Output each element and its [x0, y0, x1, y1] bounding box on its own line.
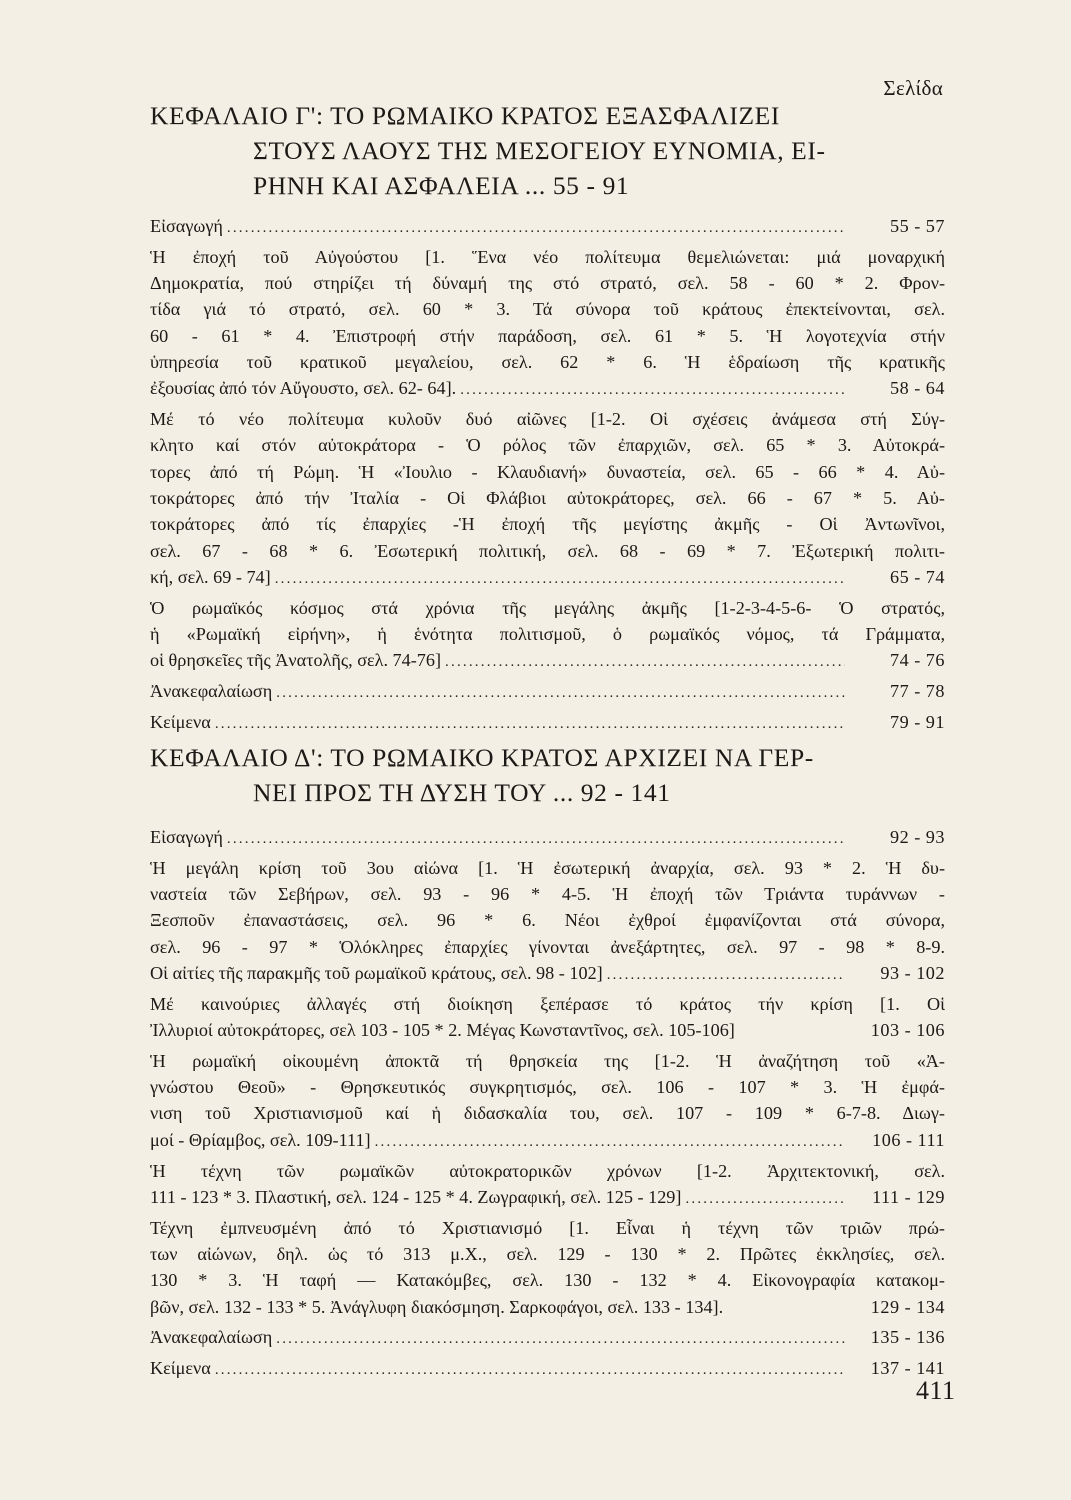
chapter-4-contents — [150, 824, 945, 1383]
toc-entry-text-line: Εἰσαγωγή — [150, 827, 223, 847]
dot-leader — [375, 1129, 845, 1155]
toc-entry-text-line: κλητο καί στόν αὐτοκράτορα - Ὁ ρόλος τῶν ἐπαρχιῶν, σελ. 65 * 3. Αὐτοκρά- — [150, 435, 945, 456]
dot-leader — [227, 215, 845, 241]
toc-entry-text-line: ἐξουσίας ἀπό τόν Αὔγουστο, σελ. 62- 64]. — [150, 378, 457, 399]
toc-page-range: 106 - 111 — [872, 1129, 945, 1150]
toc-entry-text-line: σελ. 67 - 68 * 6. Ἐσωτερική πολιτική, σελ. 68 - 69 * 7. Ἐξωτερική πολιτι- — [150, 540, 945, 561]
toc-entry-text-line: Ὁ ρωμαϊκός κόσμος στά χρόνια τῆς μεγάλης ἀκμῆς [1-2-3-4-5-6- Ὁ στρατός, — [150, 597, 945, 618]
toc-entry-text-line: Ἰλλυριοί αὐτοκράτορες, σελ 103 - 105 * 2. Μέγας Κωνσταντῖνος, σελ. 105-106] — [150, 1020, 735, 1041]
chapter-heading-line: ΚΕΦΑΛΑΙΟ Γ': ΤΟ ΡΩΜΑΙΚΟ ΚΡΑΤΟΣ ΕΞΑΣΦΑΛΙΖΕΙ — [150, 101, 780, 130]
toc-entry-last-line — [150, 1324, 945, 1352]
dot-leader — [276, 1326, 845, 1352]
toc-entry-last-line — [150, 1294, 945, 1322]
toc-entry-text-line: σελ. 96 - 97 * Ὁλόκληρες ἐπαρχίες γίνονται ἀνεξάρτητες, σελ. 97 - 98 * 8-9. — [150, 936, 945, 957]
toc-entry-text-line: κή, σελ. 69 - 74] — [150, 566, 271, 587]
toc-entry-text-line: τοκράτορες ἀπό τήν Ἰταλία - Οἱ Φλάβιοι αὐτοκράτορες, σελ. 66 - 67 * 5. Αὐ- — [150, 487, 945, 508]
toc-entry-text-line: των αἰώνων, δηλ. ὡς τό 313 μ.Χ., σελ. 129 - 130 * 2. Πρῶτες ἐκκλησίες, σελ. — [150, 1243, 945, 1264]
toc-entry — [150, 991, 945, 1046]
toc-entry — [150, 1048, 945, 1155]
toc-entry-text-line: Μέ καινούριες ἀλλαγές στή διοίκηση ξεπέρασε τό κράτος τήν κρίση [1. Οἱ — [150, 993, 945, 1014]
toc-entry-text-line: Τέχνη ἐμπνευσμένη ἀπό τό Χριστιανισμό [1. Εἶναι ἡ τέχνη τῶν τριῶν πρώ- — [150, 1217, 945, 1238]
chapter-4-heading — [150, 740, 950, 810]
toc-entry — [150, 824, 945, 852]
toc-entry-last-line — [150, 960, 945, 988]
toc-entry — [150, 406, 945, 592]
dot-leader — [685, 1186, 845, 1212]
toc-entry-text-line: Ἡ ἐποχή τοῦ Αὐγούστου [1. Ἕνα νέο πολίτευμα θεμελιώνεται: μιά μοναρχική — [150, 246, 945, 267]
toc-page-range: 93 - 102 — [880, 962, 945, 983]
toc-entry-last-line — [150, 564, 945, 592]
dot-leader — [227, 826, 845, 852]
toc-entry — [150, 1215, 945, 1322]
chapter-heading-line: ΣΤΟΥΣ ΛΑΟΥΣ ΤΗΣ ΜΕΣΟΓΕΙΟΥ ΕΥΝΟΜΙΑ, ΕΙ- — [253, 136, 826, 165]
toc-entry-text-line: Ἡ ρωμαϊκή οἰκουμένη ἀποκτᾶ τή θρησκεία της [1-2. Ἡ ἀναζήτηση τοῦ «Ἀ- — [150, 1050, 945, 1071]
dot-leader — [460, 377, 845, 403]
toc-entry-text-line: Μέ τό νέο πολίτευμα κυλοῦν δυό αἰῶνες [1-2. Οἱ σχέσεις ἀνάμεσα στή Σύγ- — [150, 409, 945, 430]
dot-leader — [276, 680, 845, 706]
toc-entry-text-line: Κείμενα — [150, 711, 211, 732]
toc-entry-last-line — [150, 213, 945, 241]
toc-entry — [150, 213, 945, 241]
toc-entry — [150, 244, 945, 404]
toc-entry-last-line — [150, 1355, 945, 1383]
toc-page-range: 135 - 136 — [870, 1327, 945, 1348]
toc-entry-text-line: Οἱ αἰτίες τῆς παρακμῆς τοῦ ρωμαϊκοῦ κράτους, σελ. 98 - 102] — [150, 962, 603, 983]
toc-entry-last-line — [150, 1184, 945, 1212]
toc-page-range: 58 - 64 — [889, 378, 945, 399]
toc-entry-text-line: τοκράτορες ἀπό τίς ἐπαρχίες -Ἡ ἐποχή τῆς μεγίστης ἀκμῆς - Οἱ Ἀντωνῖνοι, — [150, 514, 945, 535]
toc-entry — [150, 855, 945, 988]
toc-entry-text-line: Εἰσαγωγή — [150, 216, 223, 236]
page-column-label: Σελίδα — [883, 76, 943, 100]
toc-entry-text-line: Ἡ τέχνη τῶν ρωμαϊκῶν αὐτοκρατορικῶν χρόνων [1-2. Ἀρχιτεκτονική, σελ. — [150, 1160, 945, 1181]
toc-entry — [150, 595, 945, 676]
toc-entry-text-line: Ἀνακεφαλαίωση — [150, 1327, 273, 1348]
toc-entry-text-line: ναστεία τῶν Σεβήρων, σελ. 93 - 96 * 4-5. Ἡ ἐποχή τῶν Τριάντα τυράννων - — [150, 884, 945, 905]
toc-entry-text-line: τορες ἀπό τή Ρώμη. Ἡ «Ἰουλιο - Κλαυδιανή» δυναστεία, σελ. 65 - 66 * 4. Αὐ- — [150, 461, 945, 482]
toc-page-range: 74 - 76 — [889, 650, 945, 671]
toc-page-range: 79 - 91 — [889, 711, 945, 732]
toc-entry-text-line: ἡ «Ρωμαϊκή εἰρήνη», ἡ ἑνότητα πολιτισμοῦ, ὁ ρωμαϊκός νόμος, τά Γράμματα, — [150, 623, 945, 644]
toc-entry-last-line — [150, 647, 945, 675]
chapter-heading-line: ΚΕΦΑΛΑΙΟ Δ': ΤΟ ΡΩΜΑΙΚΟ ΚΡΑΤΟΣ ΑΡΧΙΖΕΙ ΝΑ ΓΕΡ- — [150, 743, 814, 772]
dot-leader — [275, 566, 845, 592]
toc-page-range: 55 - 57 — [889, 216, 945, 236]
toc-entry-text-line: 130 * 3. Ἡ ταφή — Κατακόμβες, σελ. 130 - 132 * 4. Εἰκονογραφία κατακομ- — [150, 1270, 945, 1291]
toc-entry-text-line: νιση τοῦ Χριστιανισμοῦ καί ἡ διδασκαλία του, σελ. 107 - 109 * 6-7-8. Διωγ- — [150, 1103, 945, 1124]
toc-entry-text-line: τίδα γιά τό στρατό, σελ. 60 * 3. Τά σύνορα τοῦ κράτους ἐπεκτείνονται, σελ. — [150, 299, 945, 320]
page-number: 411 — [916, 1376, 956, 1405]
toc-entry-last-line — [150, 678, 945, 706]
toc-entry-text-line: 60 - 61 * 4. Ἐπιστροφή στήν παράδοση, σελ. 61 * 5. Ἡ λογοτεχνία στήν — [150, 325, 945, 346]
toc-page-range: 65 - 74 — [889, 566, 945, 587]
toc-entry-text-line: Ἡ μεγάλη κρίση τοῦ 3ου αἰώνα [1. Ἡ ἐσωτερική ἀναρχία, σελ. 93 * 2. Ἡ δυ- — [150, 857, 945, 878]
toc-entry-text-line: οἱ θρησκεῖες τῆς Ἀνατολῆς, σελ. 74-76] — [150, 650, 442, 671]
chapter-3-heading — [150, 98, 950, 203]
toc-entry-text-line: Ἀνακεφαλαίωση — [150, 681, 273, 702]
toc-entry-last-line — [150, 1017, 945, 1045]
toc-entry-text-line: Κείμενα — [150, 1358, 211, 1379]
toc-entry-text-line: Δημοκρατία, πού στηρίζει τή δύναμή της στό στρατό, σελ. 58 - 60 * 2. Φρον- — [150, 273, 945, 294]
dot-leader — [607, 962, 845, 988]
toc-entry-text-line: ὑπηρεσία τοῦ κρατικοῦ μεγαλείου, σελ. 62 * 6. Ἡ ἑδραίωση τῆς κρατικῆς — [150, 351, 945, 372]
toc-entry — [150, 709, 945, 737]
chapter-heading-line: ΝΕΙ ΠΡΟΣ ΤΗ ΔΥΣΗ ΤΟΥ ... 92 - 141 — [253, 778, 671, 807]
toc-page-range: 129 - 134 — [870, 1296, 945, 1317]
chapter-3-contents — [150, 213, 945, 737]
toc-entry-text-line: Ξεσποῦν ἐπαναστάσεις, σελ. 96 * 6. Νέοι ἐχθροί ἐμφανίζονται στά σύνορα, — [150, 910, 945, 931]
toc-entry-last-line — [150, 824, 945, 852]
toc-entry-text-line: μοί - Θρίαμβος, σελ. 109-111] — [150, 1129, 371, 1150]
toc-page-range: 111 - 129 — [872, 1186, 945, 1207]
toc-entry-last-line — [150, 375, 945, 403]
toc-entry-text-line: γνώστου Θεοῦ» - Θρησκευτικός συγκρητισμός, σελ. 106 - 107 * 3. Ἡ ἐμφά- — [150, 1077, 945, 1098]
toc-entry — [150, 1158, 945, 1213]
toc-entry — [150, 678, 945, 706]
chapter-heading-line: ΡΗΝΗ ΚΑΙ ΑΣΦΑΛΕΙΑ ... 55 - 91 — [253, 171, 630, 200]
toc-entry — [150, 1355, 945, 1383]
toc-entry-text-line: 111 - 123 * 3. Πλαστική, σελ. 124 - 125 * 4. Ζωγραφική, σελ. 125 - 129] — [150, 1186, 682, 1207]
toc-entry-text-line: βῶν, σελ. 132 - 133 * 5. Ἀνάγλυφη διακόσμηση. Σαρκοφάγοι, σελ. 133 - 134]. — [150, 1296, 724, 1317]
toc-page-range: 137 - 141 — [870, 1358, 945, 1379]
toc-page-range: 103 - 106 — [870, 1020, 945, 1041]
toc-entry — [150, 1324, 945, 1352]
dot-leader — [445, 649, 845, 675]
dot-leader — [215, 711, 845, 737]
dot-leader — [215, 1357, 845, 1383]
toc-page-range: 77 - 78 — [889, 681, 945, 702]
toc-entry-last-line — [150, 1127, 945, 1155]
toc-entry-last-line — [150, 709, 945, 737]
toc-page-range: 92 - 93 — [889, 827, 945, 847]
